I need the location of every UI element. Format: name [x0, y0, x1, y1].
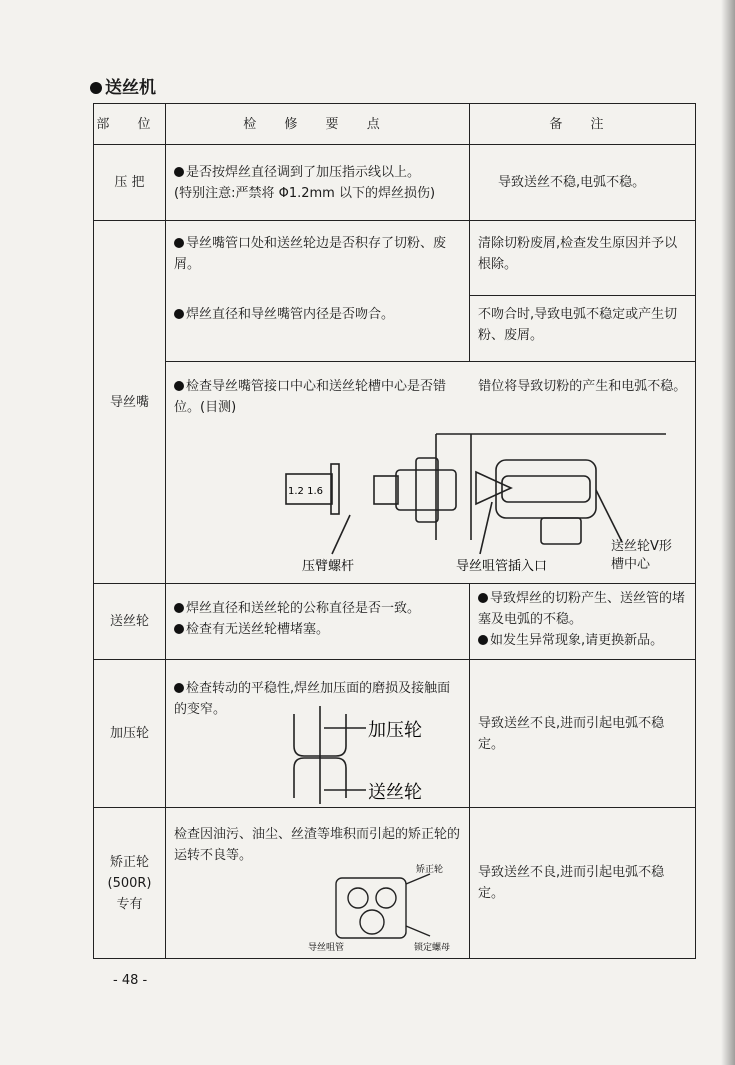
- title-bullet-icon: [90, 82, 102, 94]
- bullet-icon: [174, 309, 184, 319]
- bullet-icon: [478, 593, 488, 603]
- bullet-icon: [174, 624, 184, 634]
- inspection-table: [93, 103, 696, 959]
- part-pressure-handle: 压 把: [94, 145, 166, 221]
- page-edge-shadow: [721, 0, 735, 1065]
- bullet-icon: [174, 381, 184, 391]
- point-pressure-handle: 是否按焊丝直径调到了加压指示线以上。 (特别注意:严禁将 Φ1.2mm 以下的焊丝损伤): [174, 164, 436, 201]
- bullet-icon: [174, 603, 184, 613]
- pressure-roller-figure: [266, 706, 466, 806]
- row-guide-nozzle-2: [94, 296, 696, 362]
- fig-label-inlet: 导丝咀管插入口: [456, 559, 548, 574]
- fig-label-guide-tube: 导丝咀管: [308, 943, 345, 953]
- row-feed-roller: [94, 584, 696, 660]
- row-pressure-handle: [94, 145, 696, 221]
- bullet-icon: [174, 683, 184, 693]
- note-guide-nozzle-2: 不吻合时,导致电弧不稳定或产生切粉、废屑。: [478, 307, 678, 343]
- bullet-icon: [174, 167, 184, 177]
- row-correction-roller: [94, 808, 696, 959]
- point-feed-roller: 焊丝直径和送丝轮的公称直径是否一致。 检查有无送丝轮槽堵塞。: [166, 584, 469, 644]
- point-correction-roller: 检查因油污、油尘、丝渣等堆积而引起的矫正轮的运转不良等。: [174, 827, 461, 863]
- fig-label-bolt: 压臂螺杆: [302, 559, 355, 574]
- note-guide-nozzle-1: 清除切粉废屑,检查发生原因并予以根除。: [478, 236, 678, 272]
- page-number: - 48 -: [113, 973, 148, 988]
- fig-label-pressure-roller: 加压轮: [368, 720, 422, 741]
- point-guide-nozzle-2: 焊丝直径和导丝嘴管内径是否吻合。: [166, 296, 469, 329]
- row-guide-nozzle-1: [94, 221, 696, 296]
- part-correction-roller: 矫正轮 (500R) 专有: [94, 808, 166, 959]
- note-feed-roller: 导致焊丝的切粉产生、送丝管的堵塞及电弧的不稳。 如发生异常现象,请更换新品。: [478, 591, 686, 648]
- bullet-icon: [174, 238, 184, 248]
- part-pressure-roller: 加压轮: [94, 660, 166, 808]
- part-feed-roller: 送丝轮: [94, 584, 166, 660]
- note-correction-roller: 导致送丝不良,进而引起电弧不稳定。: [478, 865, 665, 901]
- fig-label-groove: 送丝轮V形槽中心: [611, 539, 672, 572]
- point-guide-nozzle-3: 检查导丝嘴管接口中心和送丝轮槽中心是否错位。(目测): [174, 379, 447, 415]
- row-guide-nozzle-3: [94, 362, 696, 584]
- point-guide-nozzle-1: 导丝嘴管口处和送丝轮边是否积存了切粉、废屑。: [174, 236, 447, 272]
- table-header-row: [94, 104, 696, 145]
- fig-label-correction-roller: 矫正轮: [416, 865, 444, 875]
- note-guide-nozzle-3: 错位将导致切粉的产生和电弧不稳。: [478, 379, 687, 394]
- header-notes: 备 注: [470, 104, 696, 145]
- header-part: 部 位: [94, 104, 166, 145]
- fig-size-marks: 1.2 1.6: [288, 486, 323, 497]
- point-pressure-roller: 检查转动的平稳性,焊丝加压面的磨损及接触面的变窄。: [174, 681, 451, 717]
- bullet-icon: [478, 635, 488, 645]
- correction-roller-figure: [306, 864, 466, 954]
- header-points: 检 修 要 点: [166, 104, 470, 145]
- part-guide-nozzle: 导丝嘴: [94, 221, 166, 584]
- fig-label-lock-nut: 锁定螺母: [414, 943, 451, 953]
- fig-label-feed-roller: 送丝轮: [368, 782, 422, 803]
- section-title: 送丝机: [90, 73, 156, 98]
- row-pressure-roller: [94, 660, 696, 808]
- note-pressure-roller: 导致送丝不良,进而引起电弧不稳定。: [478, 715, 665, 752]
- note-pressure-handle: 导致送丝不稳,电弧不稳。: [498, 175, 646, 190]
